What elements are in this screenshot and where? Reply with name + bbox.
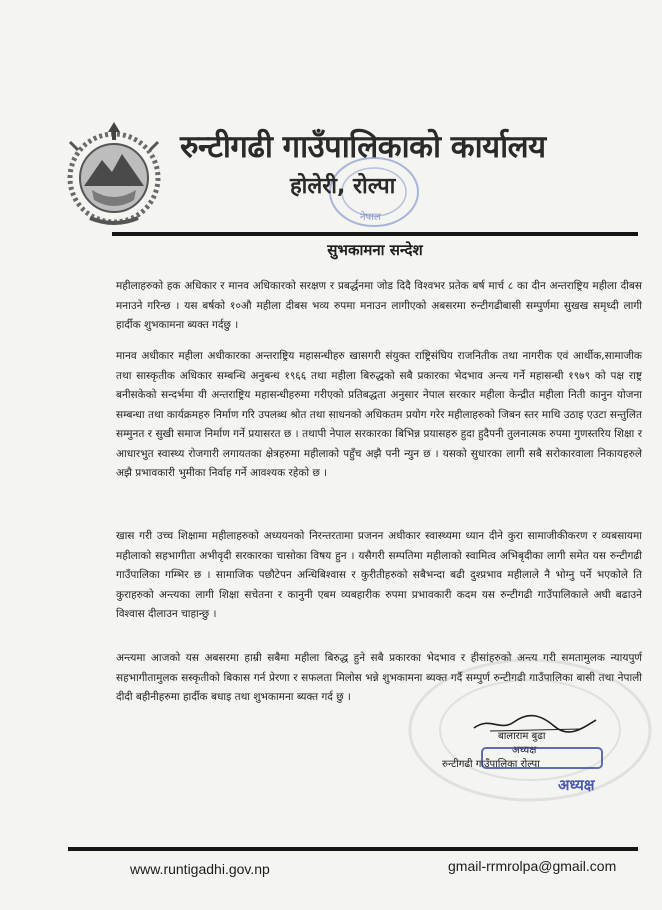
footer-website[interactable]: www.runtigadhi.gov.np	[130, 861, 270, 877]
paragraph-1	[116, 277, 642, 336]
signer-name: बालाराम बुढा	[498, 731, 546, 742]
paragraph-text: महीलाहरुको हक अधिकार र मानव अधिकारको सरक्षण र प्रबर्द्धनमा जोड दिदै विश्वभर प्रतेक बर्ष मार्च ८ का दीन अन्तराष्ट्रिय महीला दीबस मनाउने गरिन्छ । यस बर्षको १०औ महीला दीबस भव्य रुपमा मनाउन लागीएको अबसरमा रुन्टीगढीबासी सम्पुर्णमा सुखख समृध्दी लागी हार्दीक शुभकामना ब्यक्त गर्दछु ।	[116, 280, 642, 331]
signer-title: अध्यक्ष	[512, 745, 537, 756]
document-title: सुभकामना सन्देश	[327, 241, 423, 259]
stamp-text: नेपाल	[360, 212, 381, 223]
signature-block	[420, 712, 630, 792]
header-divider	[112, 232, 638, 236]
paragraph-text: खास गरी उच्च शिक्षामा महीलाहरुको अध्ययनको निरन्तरतामा प्रजनन अधीकार स्वास्थ्यमा ध्यान दीने कुरा सामाजीकीकरण र व्यबसायमा महीलाको सहभागीता अभीवृदी सरकारका चासोका विषय हुन । यसैगरी सम्पतिमा महीलाको स्वामित्व अभिबृदीका लागी समेत यस रुन्टीगढी गाउँपालिका गम्भिर छ । सामाजिक पछौटेपन अन्धिबिश्वास र कुरीतीहरुको सबैभन्दा बढी दुश्प्रभाव महीलाले नै भोग्नु पर्ने भएकोले ति कुराहरुको अन्त्यका लागी शिक्षा सचेतना र कानुनी एबम व्यबहारीक रुपमा प्रभावकारी कदम यस रुन्टीगढी गाउँपालिकाले अघी बढाउने विश्वास दीलाउन चाहान्छु ।	[116, 530, 642, 620]
paragraph-text: मानव अधीकार महीला अधीकारका अन्तराष्ट्रिय महासन्धीहरु खासगरी संयुक्त राष्ट्रिसंघिय राजनितीक तथा नागरीक एवं आर्थीक,सामाजीक तथा सास्कृतीक अधिकार सम्बन्धि अनुबन्ध १९६६ तथा महीला बिरुद्धको सबै प्रकारका भेदभाव अन्त्य गर्ने महासन्धी १९७९ को पक्ष राष्ट्र बनीसकेको सन्दर्भमा यी अन्तराष्ट्रिय महासन्धीहरुमा गरीएको प्रतिबद्धता अनुसार नेपाल सरकार महीला केन्द्रीत महीला निती कानुन योजना सम्बन्धा तथा कार्यक्रमहरु निर्माण गरि उपलब्ध श्रोत तथा साधनको अधिकतम प्रयोग गरेर महीलाहरुको जिबन स्तर माथि उठाइ एउटा सन्तुलित सम्मुनत र सुखी समाज निर्माण गर्ने प्रयासरत छ । तथापी नेपाल सरकारका बिभिन्न प्रयासहरु हुदा हुदैपनी तुलनात्मक रुपमा गुणस्तरिय शिक्षा र आधारभुत स्वास्थ्य रोजगारी लगायतका क्षेत्रहरुमा महीलाको पहुँच अझै पनी न्युन छ । यसको सुधारका लागी सबै सरोकारवाला निकायहरुले अझै प्रभावकारी भुमीका निर्वाह गर्ने आवश्यक रहेको छ ।	[116, 350, 642, 479]
paragraph-text: अन्त्यमा आजको यस अबसरमा हाम्री सबैमा महीला बिरुद्ध हुने सबै प्रकारका भेदभाव र हीसांहरुको अन्त्य गरी समतामुलक न्यायपुर्ण सहभागीतामुलक सस्कृतीको बिकास गर्न प्रेरणा र सफलता मिलोस भन्ने शुभकामना ब्यक्त गर्दै सम्पुर्ण रुन्टीगढी गाउँपालिका बासी तथा नेपाली दीदी बहीनीहरुमा हार्दीक बधाइ तथा शुभकामना ब्यक्त गर्द छु ।	[116, 652, 642, 703]
footer-divider	[68, 847, 638, 851]
office-name: रुन्टीगढी गाउँपालिकाको कार्यालय	[180, 129, 546, 165]
paragraph-2	[116, 347, 642, 484]
signer-office: रुन्टीगढी गाउँपालिका रोल्पा	[442, 759, 540, 770]
official-seal-stamp	[480, 746, 604, 794]
office-address: होलेरी, रोल्पा	[290, 174, 396, 199]
seal-text: अध्यक्ष	[558, 776, 595, 794]
nepal-emblem-icon	[58, 120, 170, 226]
paragraph-3	[116, 527, 642, 625]
footer-email[interactable]: gmail-rrmrolpa@gmail.com	[448, 858, 617, 874]
